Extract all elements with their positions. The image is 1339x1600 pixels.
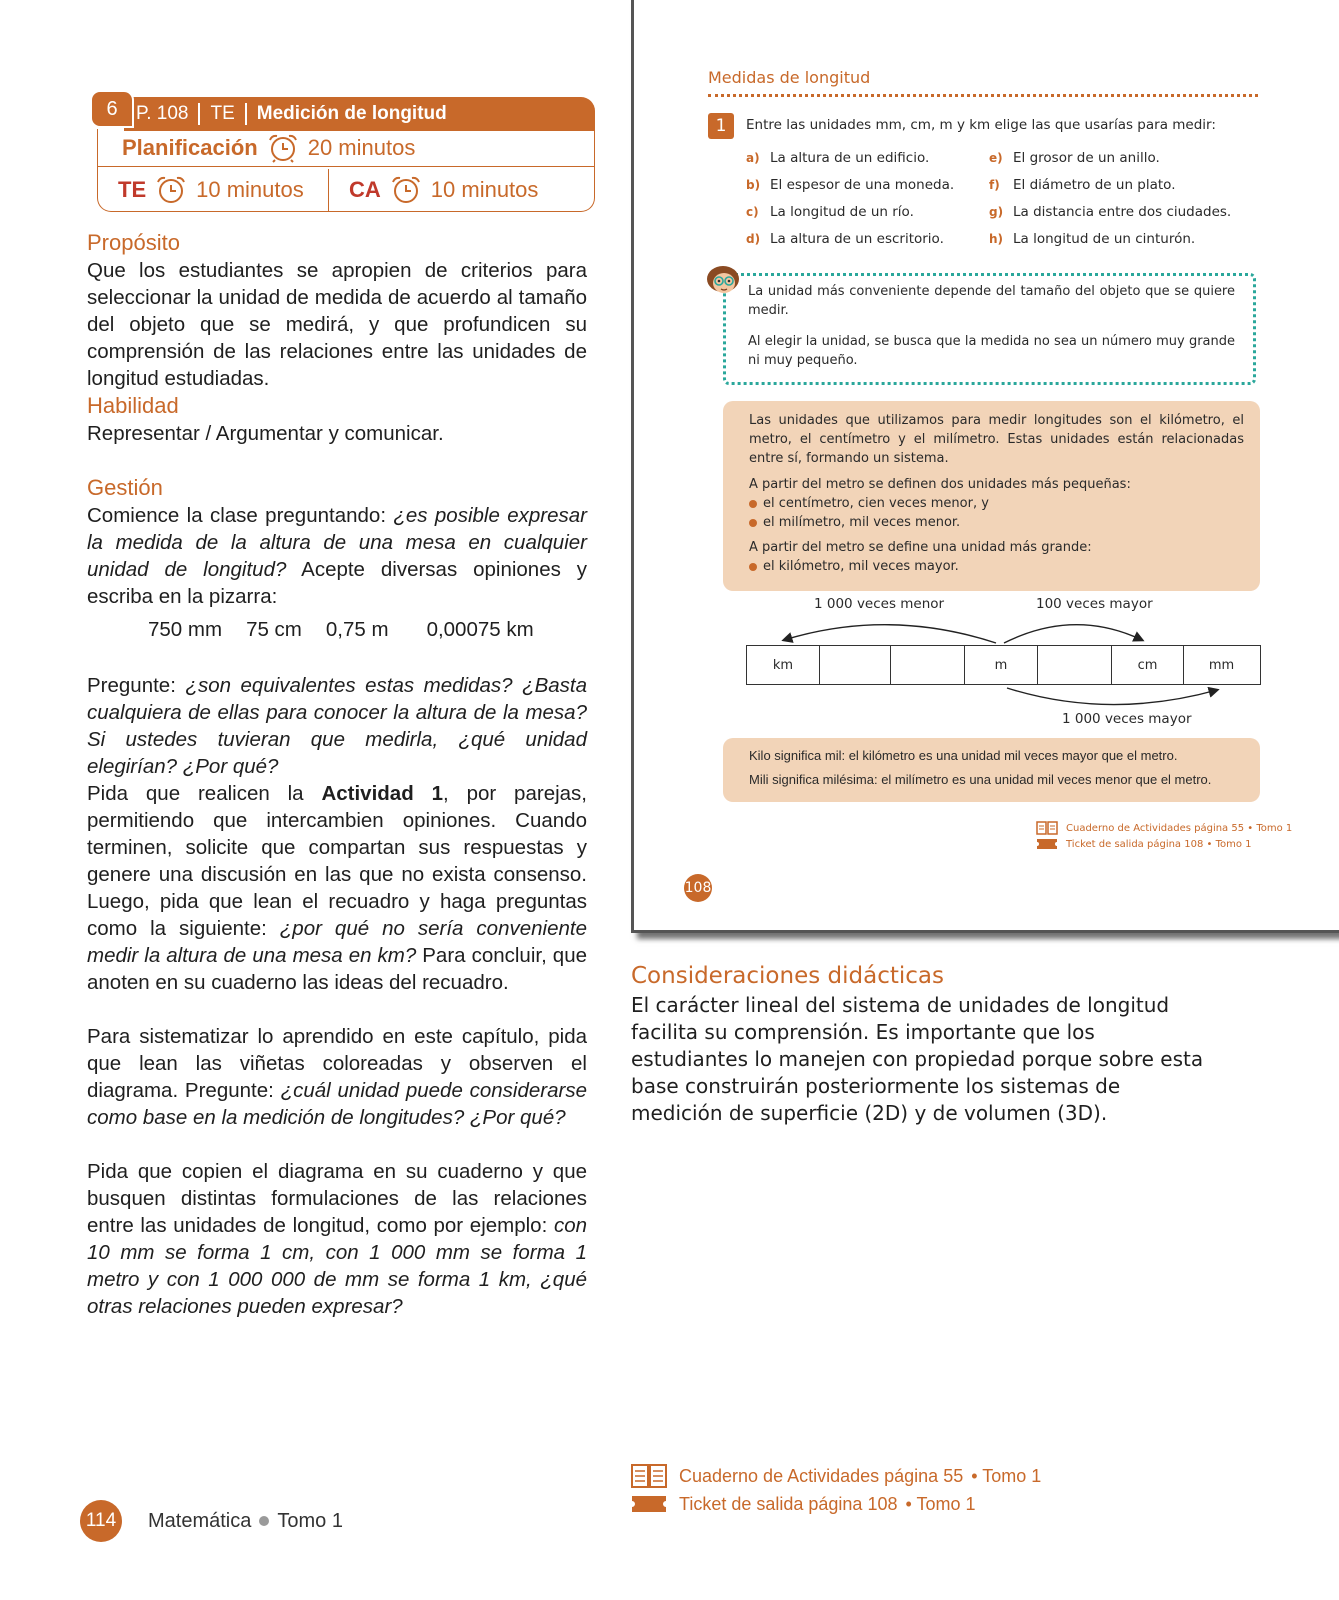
tip-box <box>723 273 1256 385</box>
ticket-text: Ticket de salida página 108 • Tomo 1 <box>1066 838 1252 850</box>
units-strip <box>746 645 1261 685</box>
example-italic: con 10 mm se forma 1 cm, con 1 000 mm se forma 1 metro y con 1 000 000 de mm se forma 1 km, ¿qué otras relaciones pueden expresar? <box>87 1214 587 1318</box>
unit-cell-km: km <box>747 646 820 684</box>
separator-dot <box>259 1516 269 1526</box>
student-avatar-icon <box>704 264 742 298</box>
unit-cell-dam <box>891 646 965 684</box>
info-text-2: A partir del metro se definen dos unidades más pequeñas: <box>749 477 1131 492</box>
textbook-footer-refs <box>1036 820 1292 852</box>
proposito-text: Que los estudiantes se apropien de criterios para seleccionar la unidad de medida de acuerdo al tamaño del objeto que se medirá, y que profundicen su comprensión de las relaciones entre las unidades de longitud estudiadas. <box>87 259 587 390</box>
planning-box <box>97 97 595 213</box>
bullet-text: el milímetro, mil veces menor. <box>763 515 961 530</box>
ticket-tomo: • Tomo 1 <box>905 1493 976 1514</box>
text-run: , por parejas, permitiendo que intercambien opiniones. Cuando terminen, solicite que compartan sus respuestas y genere una discusión en las que no exista consenso. Luego, pida que lean el recuadro y haga preguntas como la siguiente: <box>87 782 587 940</box>
measure-km: 0,00075 km <box>426 618 534 641</box>
kilo-text: Kilo significa mil: el kilómetro es una unidad mil veces mayor que el metro. <box>749 748 1178 763</box>
ticket-icon <box>631 1494 667 1514</box>
text-run: Comience la clase preguntando: <box>87 504 394 527</box>
info-bullet-2 <box>749 513 1244 532</box>
option-letter: a) <box>746 151 760 165</box>
ca-label: CA <box>349 177 381 202</box>
activity-question: Entre las unidades mm, cm, m y km elige las que usarías para medir: <box>746 117 1216 133</box>
gestion-paragraph-5 <box>87 1158 587 1320</box>
option-letter: c) <box>746 205 759 219</box>
option-letter: f) <box>989 178 1000 192</box>
arrow-label-menor: 1 000 veces menor <box>814 596 945 612</box>
text-run: Pida que copien el diagrama en su cuaderno y que busquen distintas formulaciones de las relaciones entre las unidades de longitud, como por ejemplo: <box>87 1160 587 1237</box>
subject-label: Matemática <box>148 1509 252 1532</box>
habilidad-title: Habilidad <box>87 393 179 418</box>
tip-text-1: La unidad más conveniente depende del tamaño del objeto que se quiere medir. <box>748 284 1235 318</box>
option-text: La distancia entre dos ciudades. <box>1013 204 1232 220</box>
page-footer <box>80 1500 343 1542</box>
ca-cell <box>329 169 538 211</box>
planning-row <box>98 129 594 167</box>
text-run: Pida que realicen la <box>87 782 322 805</box>
text-run: Pregunte: <box>87 674 186 697</box>
footer-subject <box>148 1510 343 1533</box>
info-box <box>723 401 1260 591</box>
option-text: La longitud de un río. <box>770 204 914 220</box>
question-italic: ¿es posible expresar la medida de la altura de una mesa en cualquier unidad de longitud? <box>87 504 587 581</box>
option-text: La longitud de un cinturón. <box>1013 231 1196 247</box>
tip-text-2: Al elegir la unidad, se busca que la medida no sea un número muy grande ni muy pequeño. <box>748 334 1235 368</box>
activity-number: 1 <box>708 113 734 139</box>
planning-label: Planificación <box>122 134 258 160</box>
gestion-title: Gestión <box>87 475 163 500</box>
textbook-page <box>631 0 1339 933</box>
cuaderno-ref <box>631 1462 1041 1490</box>
option-letter: b) <box>746 178 761 192</box>
gestion-paragraph-3 <box>87 780 587 996</box>
tomo-label: Tomo 1 <box>277 1509 343 1532</box>
te-cell <box>98 169 329 211</box>
unit-cell-dm <box>1038 646 1112 684</box>
option-f <box>989 177 1176 193</box>
measure-mm: 750 mm <box>148 618 223 641</box>
option-c <box>746 204 914 220</box>
planning-header <box>124 97 595 131</box>
measure-cm: 75 cm <box>246 618 302 641</box>
option-d <box>746 231 944 247</box>
text-run: Para sistematizar lo aprendido en este capítulo, pida que lean las viñetas coloreadas y observen el diagrama. Pregunte: <box>87 1025 587 1102</box>
ticket-icon <box>1036 838 1058 850</box>
bullet-dot <box>749 500 757 508</box>
option-g <box>989 204 1231 220</box>
option-text: La altura de un edificio. <box>770 150 930 166</box>
consideraciones-text: El carácter lineal del sistema de unidades de longitud facilita su comprensión. Es importante que los estudiantes lo manejen con propiedad porque sobre esta base construirán posteriormente los sistemas de medición de superficie (2D) y de volumen (3D). <box>631 993 1204 1125</box>
bullet-text: el centímetro, cien veces menor, y <box>763 496 989 511</box>
book-icon <box>1036 821 1058 835</box>
bullet-text: el kilómetro, mil veces mayor. <box>763 559 959 574</box>
unit-cell-hm <box>820 646 891 684</box>
gestion-paragraph-1 <box>87 502 587 610</box>
option-letter: g) <box>989 205 1004 219</box>
bullet-dot <box>749 563 757 571</box>
arrow-label-mayor-100: 100 veces mayor <box>1036 596 1153 612</box>
option-b <box>746 177 954 193</box>
proposito-title: Propósito <box>87 230 180 255</box>
option-letter: h) <box>989 232 1004 246</box>
planning-minutes: 20 minutos <box>307 134 416 160</box>
textbook-section-title: Medidas de longitud <box>708 68 871 87</box>
prefix-box <box>723 738 1260 802</box>
text-run: Para concluir, que anoten en su cuaderno las ideas del recuadro. <box>87 944 587 994</box>
consideraciones-title: Consideraciones didácticas <box>631 963 944 989</box>
activity-ref: Actividad 1 <box>321 782 443 805</box>
info-text-1: Las unidades que utilizamos para medir longitudes son el kilómetro, el metro, el centímetro y el milímetro. Estas unidades están relacionadas entre sí, formando un sistema. <box>749 413 1244 466</box>
option-text: El espesor de una moneda. <box>770 177 955 193</box>
alarm-clock-icon <box>266 133 300 163</box>
question-italic: ¿cuál unidad puede considerarse como base en la medición de longitudes? ¿Por qué? <box>87 1079 587 1129</box>
measures-list <box>148 618 558 642</box>
info-bullet-1 <box>749 494 1244 513</box>
te-minutes: 10 minutos <box>196 177 304 202</box>
gestion-paragraph-4 <box>87 1023 587 1131</box>
te-label: TE <box>118 177 147 202</box>
bullet-dot <box>749 519 757 527</box>
gestion-paragraph-2 <box>87 672 587 780</box>
option-a <box>746 150 929 166</box>
option-h <box>989 231 1195 247</box>
ticket-ref <box>1036 836 1292 852</box>
ca-minutes: 10 minutos <box>430 177 539 202</box>
option-letter: e) <box>989 151 1003 165</box>
resource-refs <box>631 1462 1041 1518</box>
page-number: 114 <box>80 1500 122 1542</box>
mili-text: Mili significa milésima: el milímetro es una unidad mil veces menor que el metro. <box>749 772 1212 787</box>
arrow-label-mayor-1000: 1 000 veces mayor <box>1062 711 1192 727</box>
planning-body <box>97 129 595 212</box>
lesson-number: 6 <box>90 90 134 128</box>
info-text-3: A partir del metro se define una unidad más grande: <box>749 540 1092 555</box>
option-text: El diámetro de un plato. <box>1013 177 1176 193</box>
option-e <box>989 150 1160 166</box>
option-text: El grosor de un anillo. <box>1013 150 1160 166</box>
question-italic: ¿son equivalentes estas medidas? ¿Basta cualquiera de ellas para conocer la altura de la mesa? Si ustedes tuvieran que medirla, ¿qué unidad elegirían? ¿Por qué? <box>87 674 588 778</box>
option-letter: d) <box>746 232 761 246</box>
info-bullet-3 <box>749 557 1244 576</box>
lesson-topic: Medición de longitud <box>256 103 447 124</box>
ticket-ref <box>631 1490 1041 1518</box>
te-ref: TE <box>200 103 246 125</box>
cuaderno-text: Cuaderno de Actividades página 55 <box>679 1465 964 1486</box>
unit-cell-cm: cm <box>1112 646 1184 684</box>
question-italic: ¿por qué no sería conveniente medir la altura de una mesa en km? <box>87 917 587 967</box>
text-run: Acepte diversas opiniones y escriba en la pizarra: <box>87 558 588 608</box>
page-ref: P. 108 <box>124 103 200 125</box>
cuaderno-ref <box>1036 820 1292 836</box>
planning-split-row <box>98 169 594 211</box>
measure-m: 0,75 m <box>325 618 389 641</box>
unit-cell-m: m <box>965 646 1038 684</box>
habilidad-text: Representar / Argumentar y comunicar. <box>87 422 444 445</box>
dotted-divider <box>708 94 1258 97</box>
textbook-page-number: 108 <box>684 874 712 902</box>
alarm-clock-icon <box>389 175 423 205</box>
cuaderno-tomo: • Tomo 1 <box>971 1465 1042 1486</box>
activity-options <box>746 150 1266 260</box>
ticket-text: Ticket de salida página 108 <box>679 1493 898 1514</box>
unit-cell-mm: mm <box>1208 657 1235 673</box>
cuaderno-text: Cuaderno de Actividades página 55 • Tomo 1 <box>1066 822 1293 834</box>
alarm-clock-icon <box>154 175 188 205</box>
book-icon <box>631 1463 667 1489</box>
option-text: La altura de un escritorio. <box>770 231 944 247</box>
